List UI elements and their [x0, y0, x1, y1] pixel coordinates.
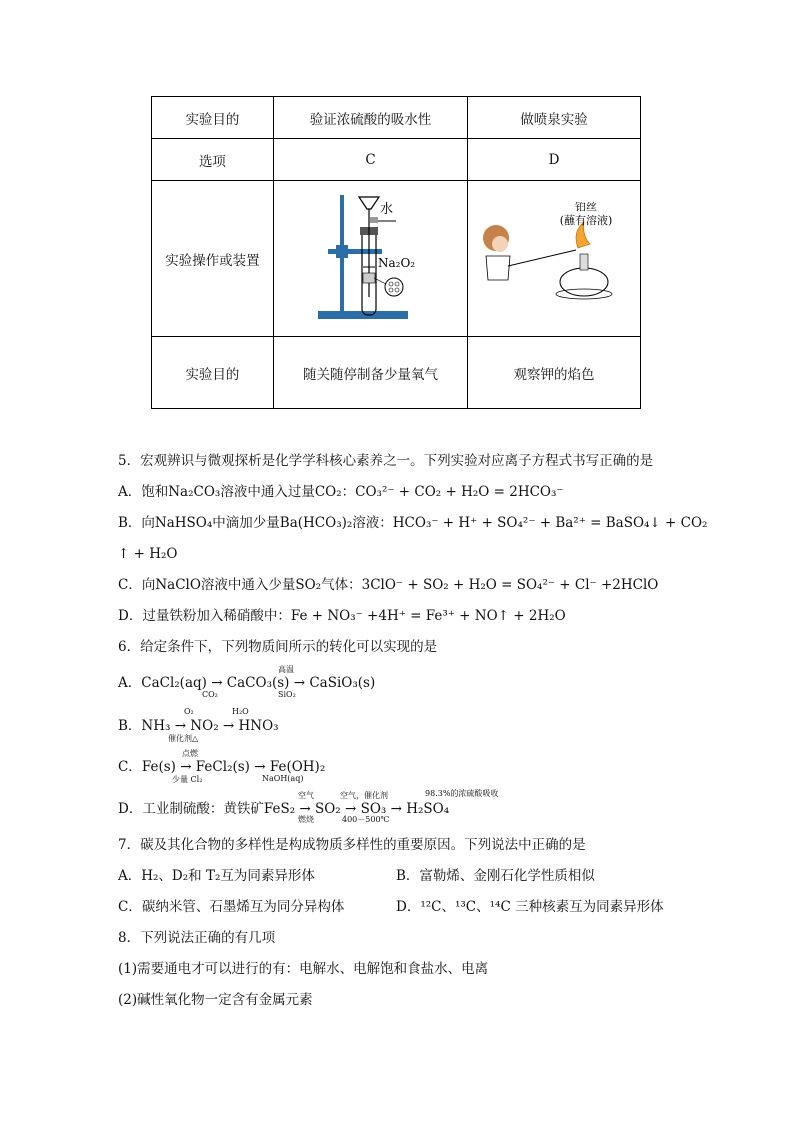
arrow-label: SiO₂: [278, 690, 296, 699]
table-cell: 随关随停制备少量氧气: [273, 337, 467, 409]
water-label: 水: [380, 201, 394, 217]
q6-option-a: A．CaCl₂(aq) → CaCO₃(s) → CaSiO₃(s): [118, 675, 376, 691]
table-cell: 做喷泉实验: [468, 97, 641, 139]
apparatus-cell: [468, 181, 641, 337]
arrow-label: NaOH(aq): [262, 774, 304, 783]
q6-option-d: D．工业制硫酸：黄铁矿FeS₂ → SO₂ → SO₃ → H₂SO₄: [118, 801, 450, 817]
gas-generator-apparatus-illustration: [310, 187, 430, 327]
q5-option-c: C．向NaClO溶液中通入少量SO₂气体：3ClO⁻ + SO₂ + H₂O = SO₄²⁻ + Cl⁻ +2HClO: [118, 577, 659, 593]
question-6-stem: 6．给定条件下，下列物质间所示的转化可以实现的是: [118, 639, 438, 655]
flame-test-illustration: [474, 202, 634, 312]
arrow-label: 少量 Cl₂: [172, 775, 203, 784]
table-cell: 实验目的: [152, 337, 274, 409]
q7-option-d: D．¹²C、¹³C、¹⁴C 三种核素互为同素异形体: [396, 899, 664, 915]
dipped-solution-label: (蘸有溶液): [559, 213, 613, 227]
arrow-label: 燃烧: [298, 815, 314, 824]
q5-option-b: B．向NaHSO₄中滴加少量Ba(HCO₃)₂溶液：HCO₃⁻ + H⁺ + SO₄²⁻ + Ba²⁺ = BaSO₄↓ + CO₂: [118, 515, 708, 531]
table-row: [152, 139, 641, 181]
q7-option-a: A．H₂、D₂和 T₂互为同素异形体: [118, 868, 315, 884]
arrow-label: 空气: [298, 791, 314, 800]
arrow-label: 点燃: [182, 749, 198, 758]
arrow-label: O₂: [184, 707, 194, 716]
question-8-stem: 8．下列说法正确的有几项: [118, 930, 276, 946]
experiment-table: [151, 96, 641, 409]
arrow-label: 98.3%的浓硫酸吸收: [425, 789, 499, 798]
q5-option-a: A．饱和Na₂CO₃溶液中通入过量CO₂：CO₃²⁻ + CO₂ + H₂O = 2HCO₃⁻: [118, 484, 564, 500]
arrow-label: 空气，催化剂: [340, 791, 388, 800]
arrow-label: CO₂: [202, 690, 218, 699]
arrow-label: 催化剂△: [168, 734, 199, 743]
q7-option-b: B．富勒烯、金刚石化学性质相似: [396, 868, 595, 884]
q8-item-1: (1)需要通电才可以进行的有：电解水、电解饱和食盐水、电离: [118, 961, 489, 977]
table-cell: 实验操作或装置: [152, 181, 274, 337]
q6-option-b: B．NH₃ → NO₂ → HNO₃: [118, 718, 279, 734]
question-7-stem: 7．碳及其化合物的多样性是构成物质多样性的重要原因。下列说法中正确的是: [118, 837, 586, 853]
table-cell: C: [273, 139, 467, 181]
table-cell: 观察钾的焰色: [468, 337, 641, 409]
question-5-stem: 5．宏观辨识与微观探析是化学学科核心素养之一。下列实验对应离子方程式书写正确的是: [118, 453, 654, 469]
arrow-label: 400－500℃: [342, 815, 390, 824]
table-row: [152, 337, 641, 409]
q8-item-2: (2)碱性氧化物一定含有金属元素: [118, 992, 313, 1008]
arrow-label: H₂O: [232, 707, 249, 716]
table-cell: 验证浓硫酸的吸水性: [273, 97, 467, 139]
q7-option-c: C．碳纳米管、石墨烯互为同分异构体: [118, 899, 345, 915]
table-cell: D: [468, 139, 641, 181]
table-row: [152, 97, 641, 139]
platinum-wire-label: 铂丝: [575, 201, 598, 213]
table-cell: 选项: [152, 139, 274, 181]
q5-option-b-continued: ↑ + H₂O: [118, 546, 178, 562]
q5-option-d: D．过量铁粉加入稀硝酸中：Fe + NO₃⁻ +4H⁺ = Fe³⁺ + NO↑ + 2H₂O: [118, 608, 566, 624]
sodium-peroxide-label: Na₂O₂: [378, 255, 416, 270]
table-row: [152, 181, 641, 337]
q6-option-c: C．Fe(s) → FeCl₂(s) → Fe(OH)₂: [118, 759, 326, 775]
arrow-label: 高温: [278, 665, 294, 674]
apparatus-cell: [273, 181, 467, 337]
table-cell: 实验目的: [152, 97, 274, 139]
